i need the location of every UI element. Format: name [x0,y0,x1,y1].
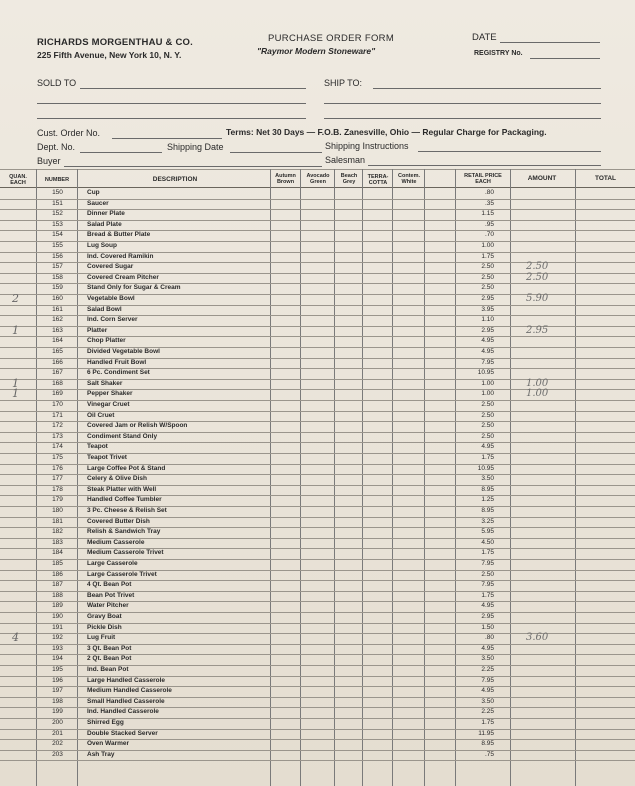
item-amount-handwritten[interactable]: 3.60 [526,632,549,644]
item-quantity-handwritten[interactable]: 2 [12,292,19,305]
item-retail-price: 1.15 [481,210,494,218]
item-retail-price: 1.50 [481,623,494,631]
item-number: 162 [52,316,63,324]
item-number: 161 [52,305,63,313]
dept-field[interactable] [80,152,162,153]
item-retail-price: 1.00 [481,379,494,387]
col-retail-price-header: RETAIL PRICE EACH [464,173,502,185]
item-description: Ind. Bean Pot [87,666,129,673]
item-number: 182 [52,528,63,536]
item-description: Covered Jam or Relish W/Spoon [87,422,188,430]
item-description: 3 Qt. Bean Pot [87,644,132,652]
col-total-header: TOTAL [594,175,617,182]
item-description: Condiment Stand Only [87,432,158,440]
item-amount-handwritten[interactable]: 1.00 [526,377,549,389]
item-retail-price: 3.50 [481,655,494,663]
item-number: 191 [52,623,63,631]
item-description: Pickle Dish [87,623,122,631]
item-amount-handwritten[interactable]: 5.90 [526,293,549,304]
item-retail-price: 2.95 [481,613,494,620]
item-description: Oven Warmer [87,740,130,748]
item-description: Gravy Boat [87,613,122,620]
item-description: Ind. Handled Casserole [87,708,159,716]
item-number: 192 [52,634,63,642]
item-number: 152 [52,210,63,218]
buyer-label: Buyer [37,156,61,166]
item-description: Handled Fruit Bowl [87,358,147,366]
item-retail-price: 4.95 [481,687,494,695]
item-description: Pepper Shaker [87,390,133,398]
item-description: Medium Casserole Trivet [87,549,164,557]
salesman-field[interactable] [368,165,601,166]
col-contem-white-header: Contem. White [398,173,420,185]
item-number: 185 [52,560,63,567]
item-retail-price: 3.50 [481,475,494,483]
item-retail-price: 2.50 [481,422,494,430]
item-description: Handled Coffee Tumbler [87,496,162,504]
item-retail-price: .75 [484,750,494,758]
item-amount-handwritten[interactable]: 2.50 [526,271,549,283]
item-number: 178 [52,485,63,493]
item-retail-price: .80 [484,634,494,642]
item-number: 201 [52,729,63,737]
registry-field[interactable] [530,58,600,59]
item-retail-price: 2.50 [481,570,494,578]
registry-label: REGISTRY No. [474,50,523,57]
item-number: 202 [52,740,63,748]
item-number: 156 [52,252,63,260]
item-description: Vinegar Cruet [87,401,130,408]
sold-to-line-3[interactable] [37,118,306,119]
item-number: 197 [52,687,63,695]
col-terra-cotta-header: TERRA-COTTA [367,174,389,186]
item-description: Saucer [87,199,109,207]
item-description: Bean Pot Trivet [87,591,135,599]
item-description: Salad Bowl [87,305,122,313]
item-number: 200 [52,719,63,726]
item-retail-price: 10.95 [477,464,494,472]
item-retail-price: 1.00 [481,242,494,249]
item-amount-handwritten[interactable]: 2.95 [526,324,549,336]
item-number: 164 [52,337,63,345]
item-retail-price: 3.50 [481,697,494,705]
item-number: 198 [52,697,63,705]
item-retail-price: 2.50 [481,401,494,408]
item-number: 184 [52,549,63,557]
col-beach-grey-header: Beach Grey [340,173,358,185]
table-top-border [0,169,635,170]
item-quantity-handwritten[interactable]: 1 [12,387,19,401]
sold-to-field[interactable] [80,88,306,89]
item-number: 174 [52,443,63,451]
item-retail-price: 8.95 [481,740,494,748]
item-retail-price: 2.95 [481,326,494,334]
item-retail-price: 3.25 [481,517,494,525]
item-description: Medium Handled Casserole [87,687,172,695]
item-description: Lug Fruit [87,634,116,642]
item-description: 3 Pc. Cheese & Relish Set [87,507,167,514]
item-retail-price: 10.95 [477,369,494,377]
item-retail-price: 2.50 [481,263,494,271]
item-number: 167 [52,369,63,377]
date-label: DATE [472,32,497,43]
item-number: 188 [52,591,63,599]
item-retail-price: 7.95 [481,581,494,589]
item-number: 194 [52,655,63,663]
item-description: 2 Qt. Bean Pot [87,655,132,663]
item-retail-price: 5.95 [481,528,494,536]
form-subtitle: "Raymor Modern Stoneware" [257,46,376,56]
item-number: 158 [52,273,63,281]
item-description: 6 Pc. Condiment Set [87,369,150,377]
item-number: 196 [52,676,63,684]
item-number: 193 [52,644,63,652]
item-description: Chop Platter [87,337,126,345]
item-description: Divided Vegetable Bowl [87,348,160,355]
item-number: 203 [52,750,63,758]
item-retail-price: .70 [484,231,494,239]
item-number: 173 [52,432,63,440]
col-amount-header: AMOUNT [527,175,557,182]
item-description: Covered Butter Dish [87,517,150,525]
cust-order-label: Cust. Order No. [37,128,101,138]
item-retail-price: 1.75 [481,454,494,461]
item-number: 153 [52,220,63,228]
item-retail-price: .35 [484,199,494,207]
item-description: Vegetable Bowl [87,295,135,302]
item-description: Lug Soup [87,242,117,249]
ship-to-field[interactable] [373,88,601,89]
item-number: 168 [52,379,63,387]
item-description: Double Stacked Server [87,729,158,737]
shipping-instructions-field[interactable] [418,151,601,152]
item-retail-price: 4.95 [481,348,494,355]
item-retail-price: 7.95 [481,560,494,567]
item-retail-price: 7.95 [481,358,494,366]
item-number: 186 [52,570,63,578]
item-quantity-handwritten[interactable]: 1 [12,376,19,390]
item-number: 181 [52,517,63,525]
item-retail-price: .80 [484,189,494,196]
dept-label: Dept. No. [37,142,76,152]
item-number: 160 [52,295,63,302]
item-retail-price: 2.50 [481,273,494,281]
company-name: RICHARDS MORGENTHAU & CO. [37,37,193,48]
item-retail-price: 7.95 [481,676,494,684]
col-quan-header: QUAN. EACH [9,174,27,186]
shipping-date-label: Shipping Date [167,142,224,152]
item-retail-price: 1.75 [481,252,494,260]
item-number: 170 [52,401,63,408]
item-description: Teapot [87,443,108,451]
item-number: 180 [52,507,63,514]
ship-to-line-2[interactable] [324,103,601,104]
item-description: Large Casserole Trivet [87,570,157,578]
item-retail-price: 2.50 [481,432,494,440]
item-number: 190 [52,613,63,620]
col-avocado-green-header: Avocado Green [306,173,330,185]
item-description: Steak Platter with Well [87,485,157,493]
item-number: 187 [52,581,63,589]
item-description: Teapot Trivet [87,454,127,461]
item-retail-price: 4.95 [481,644,494,652]
item-number: 157 [52,263,63,271]
company-address: 225 Fifth Avenue, New York 10, N. Y. [37,50,182,60]
item-number: 166 [52,358,63,366]
item-number: 199 [52,708,63,716]
item-number: 169 [52,390,63,398]
date-field[interactable] [500,42,600,43]
item-description: Covered Cream Pitcher [87,273,159,281]
item-retail-price: 3.95 [481,305,494,313]
item-retail-price: 11.95 [478,729,494,737]
item-number: 163 [52,326,63,334]
item-number: 165 [52,348,63,355]
item-number: 176 [52,464,63,472]
item-description: Large Casserole [87,560,138,567]
table-row-line [0,760,635,761]
item-number: 150 [52,189,63,196]
item-number: 189 [52,602,63,610]
item-description: 4 Qt. Bean Pot [87,581,132,589]
item-description: Relish & Sandwich Tray [87,528,161,536]
ship-to-label: SHIP TO: [324,78,363,88]
item-retail-price: 2.95 [481,295,494,302]
item-number: 177 [52,475,63,483]
item-retail-price: .95 [484,220,494,228]
item-description: Water Pitcher [87,602,129,610]
item-number: 179 [52,496,63,504]
item-retail-price: 1.75 [481,719,494,726]
item-quantity-handwritten[interactable]: 1 [12,323,19,337]
item-number: 155 [52,242,63,249]
sold-to-label: SOLD TO [37,78,77,88]
item-description: Medium Casserole [87,538,145,546]
item-number: 159 [52,284,63,292]
buyer-field[interactable] [64,166,322,167]
col-autumn-brown-header: Autumn Brown [275,173,296,185]
col-number-header: NUMBER [44,177,70,183]
item-description: Celery & Olive Dish [87,475,147,483]
item-retail-price: 8.95 [481,507,494,514]
item-retail-price: 2.25 [481,666,494,673]
item-description: Covered Sugar [87,263,134,271]
item-description: Shirred Egg [87,719,124,726]
col-description-header: DESCRIPTION [152,176,198,183]
salesman-label: Salesman [325,155,366,165]
cust-order-field[interactable] [112,138,222,139]
item-number: 175 [52,454,63,461]
sold-to-line-2[interactable] [37,103,306,104]
item-retail-price: 4.95 [481,443,494,451]
item-retail-price: 1.00 [481,390,494,398]
item-retail-price: 4.95 [481,337,494,345]
item-description: Ash Tray [87,750,115,758]
item-amount-handwritten[interactable]: 2.50 [526,261,549,273]
terms-text: Terms: Net 30 Days — F.O.B. Zanesville, Ohio — Regular Charge for Packaging. [226,127,547,137]
item-description: Dinner Plate [87,210,125,218]
item-amount-handwritten[interactable]: 1.00 [526,388,549,400]
item-description: Cup [87,189,100,196]
form-title: PURCHASE ORDER FORM [268,33,395,44]
item-retail-price: 1.75 [481,549,494,557]
item-number: 195 [52,666,63,673]
item-retail-price: 4.50 [481,538,494,546]
item-number: 151 [52,199,63,207]
item-number: 172 [52,422,63,430]
item-retail-price: 1.75 [481,591,494,599]
item-description: Salt Shaker [87,379,123,387]
item-description: Small Handled Casserole [87,697,165,705]
item-description: Ind. Covered Ramikin [87,252,154,260]
item-retail-price: 2.50 [481,284,494,292]
item-retail-price: 1.25 [481,496,494,504]
item-retail-price: 2.25 [481,708,494,716]
item-number: 183 [52,538,63,546]
item-description: Large Handled Casserole [87,676,166,684]
shipping-date-field[interactable] [230,152,322,153]
item-retail-price: 1.10 [481,316,494,324]
item-retail-price: 4.95 [481,602,494,610]
item-number: 171 [52,411,63,419]
item-description: Large Coffee Pot & Stand [87,464,166,472]
item-description: Bread & Butter Plate [87,231,151,239]
item-description: Salad Plate [87,220,122,228]
ship-to-line-3[interactable] [324,118,601,119]
item-description: Stand Only for Sugar & Cream [87,284,181,292]
shipping-instructions-label: Shipping Instructions [325,141,409,151]
item-number: 154 [52,231,63,239]
item-description: Ind. Corn Server [87,316,138,324]
item-quantity-handwritten[interactable]: 4 [12,631,19,645]
item-retail-price: 2.50 [481,411,494,419]
item-description: Oil Cruet [87,411,115,419]
item-description: Platter [87,326,108,334]
item-retail-price: 8.95 [481,485,494,493]
